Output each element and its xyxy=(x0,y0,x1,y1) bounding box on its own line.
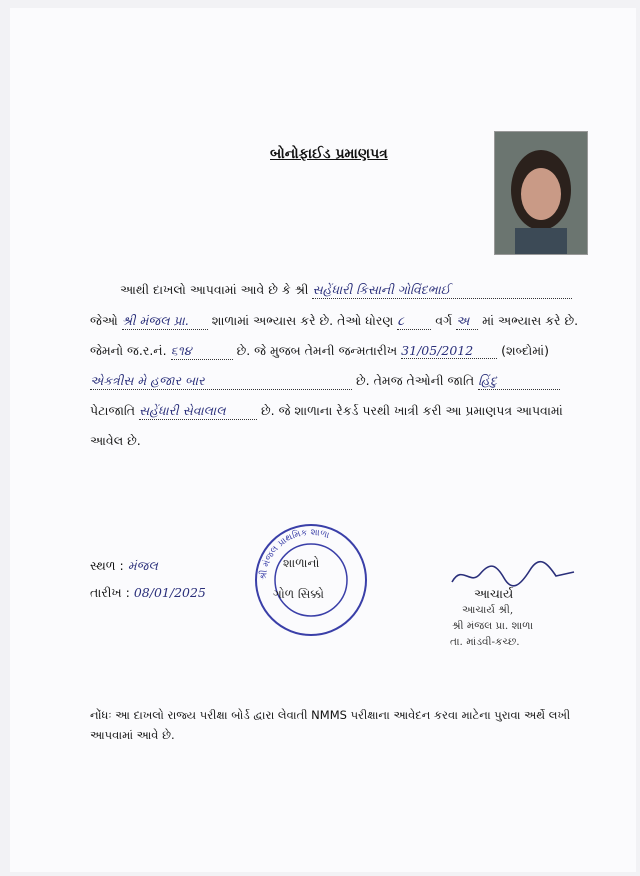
line-3-c: (શબ્દોમાં) xyxy=(501,343,549,358)
division: અ xyxy=(456,313,478,330)
caste: હિંદુ xyxy=(478,373,560,390)
birth-date: 31/05/2012 xyxy=(401,343,497,359)
seal-ring-text: શ્રી મંજલ પ્રાથમિક શાળા xyxy=(258,527,331,581)
place-row xyxy=(90,558,158,574)
student-photo xyxy=(494,131,588,255)
seal-center-1: શાળાનો xyxy=(283,556,320,570)
line-5-a: પેટાજાતિ xyxy=(90,403,136,418)
note-text: નોંધઃ આ દાખલો રાજ્ય પરીક્ષા બોર્ડ દ્વારા લેવાતી NMMS પરીક્ષાના આવેદન કરવા માટેના પુરાવા અર્થે લખી આપવામાં આવે છે. xyxy=(90,708,571,742)
line-1 xyxy=(120,282,572,299)
seal-center-2: ગોળ સિક્કો xyxy=(273,587,324,601)
stamp-line-1: આચાર્ય શ્રી, xyxy=(462,604,514,616)
line-2-a: જેઓ xyxy=(90,313,118,328)
date-row xyxy=(90,585,206,601)
line-4-a: છે. તેમજ તેઓની જાતિ xyxy=(355,373,475,388)
stamp-line-3: તા. માંડવી-કચ્છ. xyxy=(450,636,520,648)
line-5-b: છે. જે શાળાના રેકર્ડ પરથી ખાત્રી કરી આ પ્રમાણપત્ર આપવામાં xyxy=(260,403,563,418)
line-2-c: વર્ગ xyxy=(435,313,453,328)
place-label: સ્થળ : xyxy=(90,558,124,573)
date-label: તારીખ : xyxy=(90,585,130,600)
line-2-b: શાળામાં અભ્યાસ કરે છે. તેઓ ધોરણ xyxy=(211,313,394,328)
school-name: શ્રી મંજલ પ્રા. xyxy=(122,313,208,330)
stamp-line-2: શ્રી મંજલ પ્રા. શાળા xyxy=(452,620,534,632)
line-2 xyxy=(90,313,578,330)
line-1-text: આથી દાખલો આપવામાં આવે છે કે શ્રી xyxy=(120,282,309,297)
svg-text:શ્રી મંજલ પ્રાથમિક શાળા xyxy=(258,528,331,581)
line-3-b: છે. જે મુજબ તેમની જન્મતારીખ xyxy=(236,343,398,358)
line-4 xyxy=(90,373,560,390)
student-name: સહેંધારી કિસાની ગોવિંદભાઈ xyxy=(312,282,572,299)
line-3-a: જેમનો જ.ર.નં. xyxy=(90,343,167,358)
line-5 xyxy=(90,403,563,420)
line-3 xyxy=(90,343,549,360)
school-seal xyxy=(253,522,369,638)
sub-caste: સહેંધારી સેવાલાલ xyxy=(139,403,257,420)
gr-number: ૬૧૪ xyxy=(171,343,233,360)
place-value: મંજલ xyxy=(127,558,158,573)
line-6: આવેલ છે. xyxy=(90,433,141,448)
certificate-title: બોનોફાઈડ પ્રમાણપત્ર xyxy=(270,146,388,162)
designation: આચાર્ય xyxy=(474,586,514,601)
line-2-d: માં અભ્યાસ કરે છે. xyxy=(482,313,579,328)
date-value: 08/01/2025 xyxy=(133,585,206,600)
standard: ૮ xyxy=(397,313,431,330)
birth-date-words: એકત્રીસ મે હજાર બાર xyxy=(90,373,352,390)
